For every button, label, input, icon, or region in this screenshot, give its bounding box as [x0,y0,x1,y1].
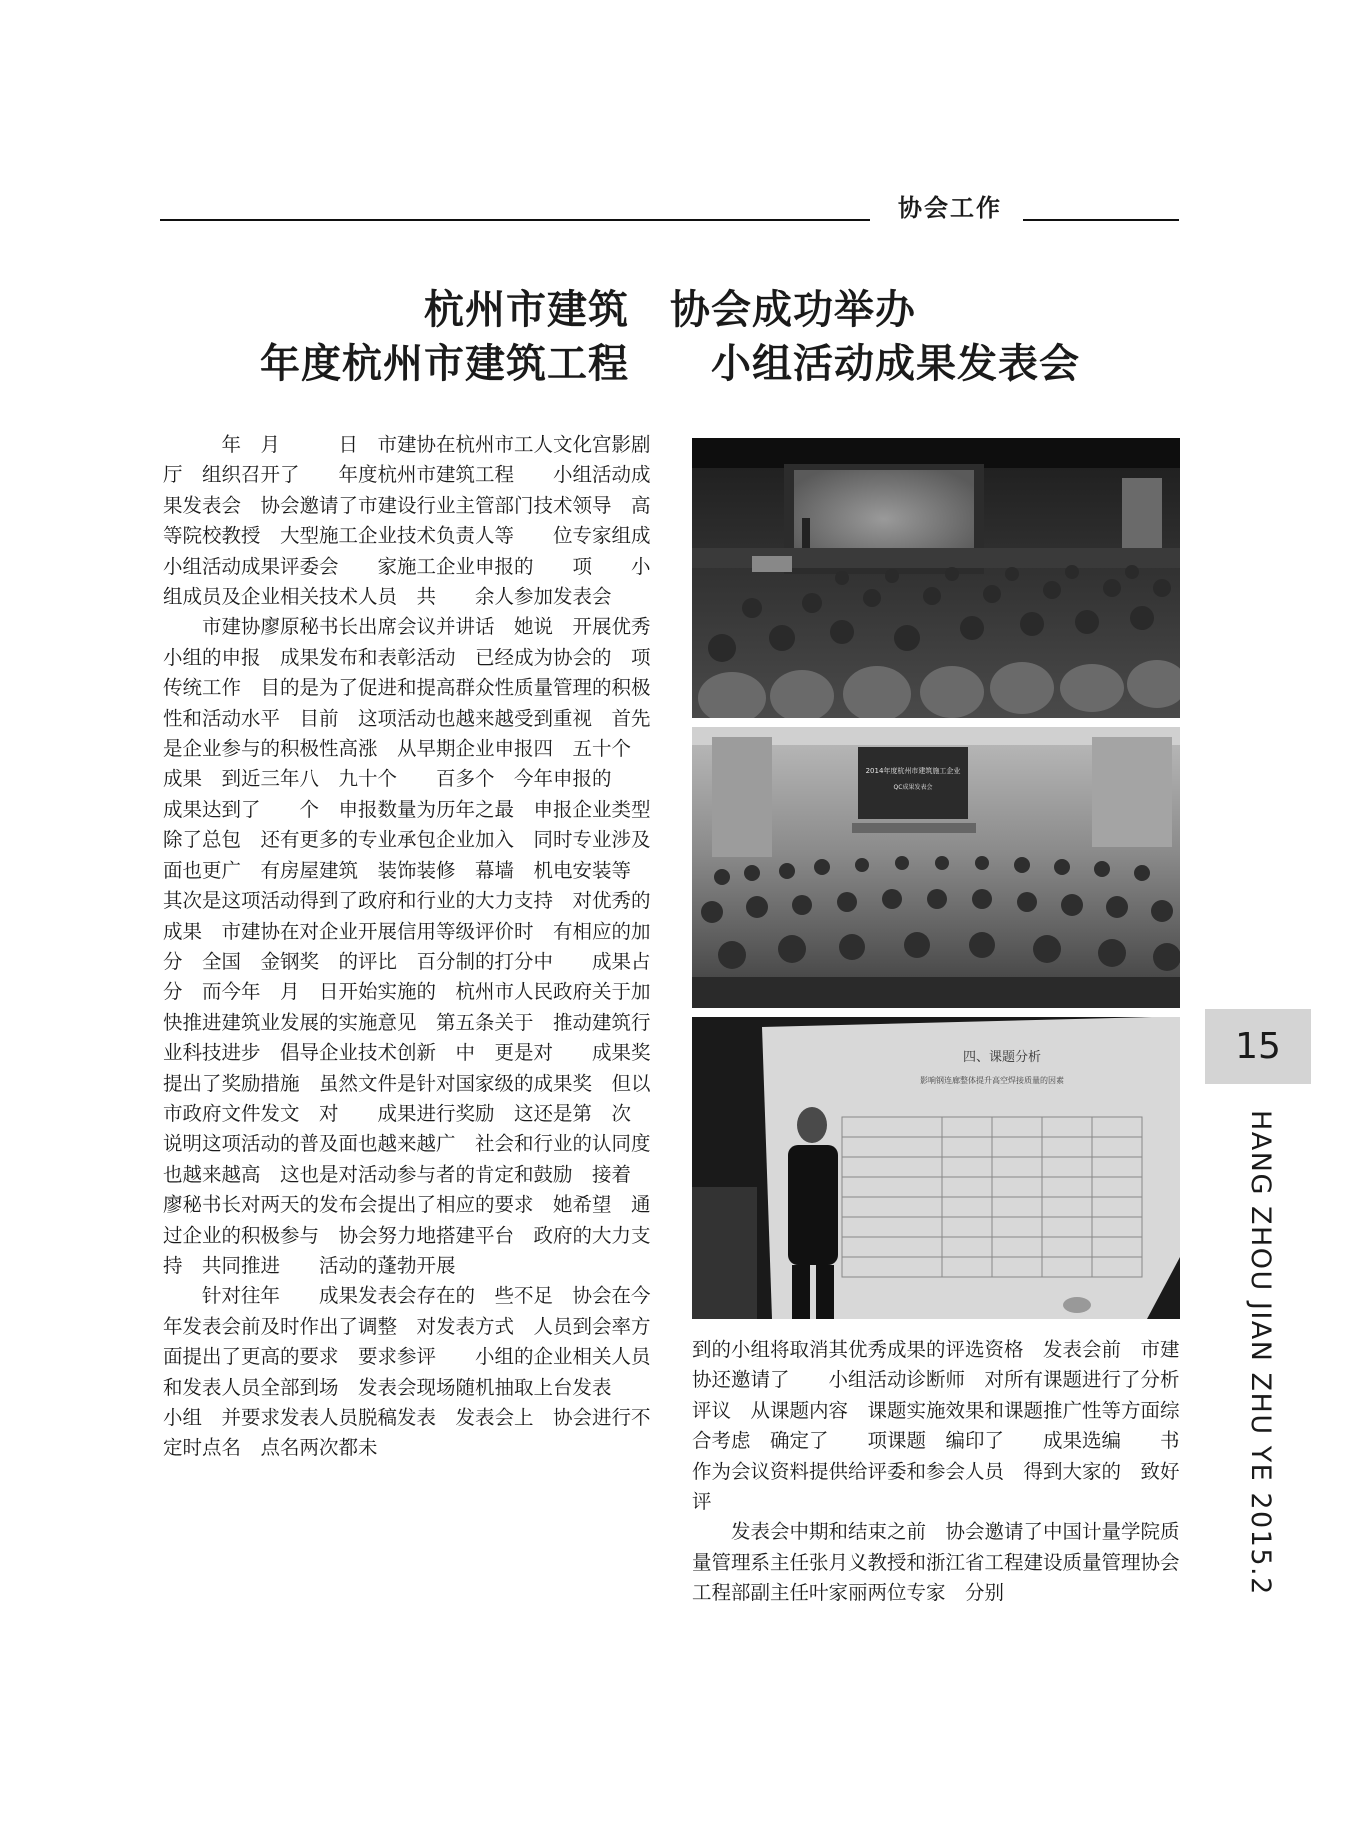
slide-title: 四、课题分析 [962,1050,1042,1065]
section-rule-right [1023,219,1179,221]
paragraph: 针对往年 成果发表会存在的 些不足 协会在今年发表会前及时作出了调整 对发表方式 人员到会率方面提出了更高的要求 要求参评 小组的企业相关人员和发表人员全部到场 发表会现场随机抽取上台发表 小组 并要求发表人员脱稿发表 发表会上 协会进行不定时点名 点名两次都未 [163,1284,651,1460]
paragraph: 到的小组将取消其优秀成果的评选资格 发表会前 市建协还邀请了 小组活动诊断师 对所有课题进行了分析 评议 从课题内容 课题实施效果和课题推广性等方面综合考虑 确定了 项课题 编印了 成果选编 书 作为会议资料提供给评委和参会人员 得到大家的 致好评 [692,1338,1200,1514]
screen-text-line-2: QC成果发表会 [893,784,933,791]
section-label: 协会工作 [898,194,1002,222]
section-rule-left [160,219,870,221]
slide-subtitle: 影响钢连廊整体提升高空焊接质量的因素 [920,1076,1064,1085]
article-title-line-1: 杭州市建筑 协会成功举办 [424,287,916,333]
body-column-right [692,1335,1200,1609]
paragraph: 市建协廖原秘书长出席会议并讲话 她说 开展优秀 小组的申报 成果发布和表彰活动 已经成为协会的 项传统工作 目的是为了促进和提高群众性质量管理的积极性和活动水平 目前 这项活动也越来越受到重视 首先是企业参与的积极性高涨 从早期企业申报四 五十个 成果 到近三年八 九十个 百多个 今年申报的 成果达到了 个 申报数量为历年之最 申报企业类型除了总包 还有更多的专业承包企业加入 同时专业涉及面也更广 有房屋建筑 装饰装修 幕墙 机电安装等 其次是这项活动得到了政府和行业的大力支持 对优秀的 成果 市建协在对企业开展信用等级评价时 有相应的加分 全国 金钢奖 的评比 百分制的打分中 成果占 分 而今年 月 日开始实施的 杭州市人民政府关于加快推进建筑业发展的实施意见 第五条关于 推动建筑行业科技进步 倡导企业技术创新 中 更是对 成果奖提出了奖励措施 虽然文件是针对国家级的成果奖 但以市政府文件发文 对 成果进行奖励 这还是第 次 说明这项活动的普及面也越来越广 社会和行业的认同度也越来越高 这也是对活动参与者的肯定和鼓励 接着 廖秘书长对两天的发布会提出了相应的要求 她希望 通过企业的积极参与 协会努力地搭建平台 政府的大力支持 共同推进 活动的蓬勃开展 [163,615,690,1277]
screen-text-line-1: 2014年度杭州市建筑施工企业 [865,767,961,775]
article-title-line-2: 年度杭州市建筑工程 小组活动成果发表会 [260,341,1080,387]
paragraph: 发表会中期和结束之前 协会邀请了中国计量学院质量管理系主任张月义教授和浙江省工程建设质量管理协会工程部副主任叶家丽两位专家 分别 [692,1520,1180,1605]
photo-presenter-slide [692,1017,1180,1319]
page-number: 15 [1205,1009,1311,1084]
body-column-left [163,430,690,1464]
magazine-issue-label: HANG ZHOU JIAN ZHU YE 2015.2 [1245,1110,1276,1596]
photo-hall-presentation [692,727,1180,1008]
paragraph: 年 月 日 市建协在杭州市工人文化宫影剧厅 组织召开了 年度杭州市建筑工程 小组活动成果发表会 协会邀请了市建设行业主管部门技术领导 高等院校教授 大型施工企业技术负责人等 位专家组成 小组活动成果评委会 家施工企业申报的 项 小组成员及企业相关技术人员 共 余人参加发表会 [163,433,690,609]
photo-auditorium-back [692,438,1180,718]
